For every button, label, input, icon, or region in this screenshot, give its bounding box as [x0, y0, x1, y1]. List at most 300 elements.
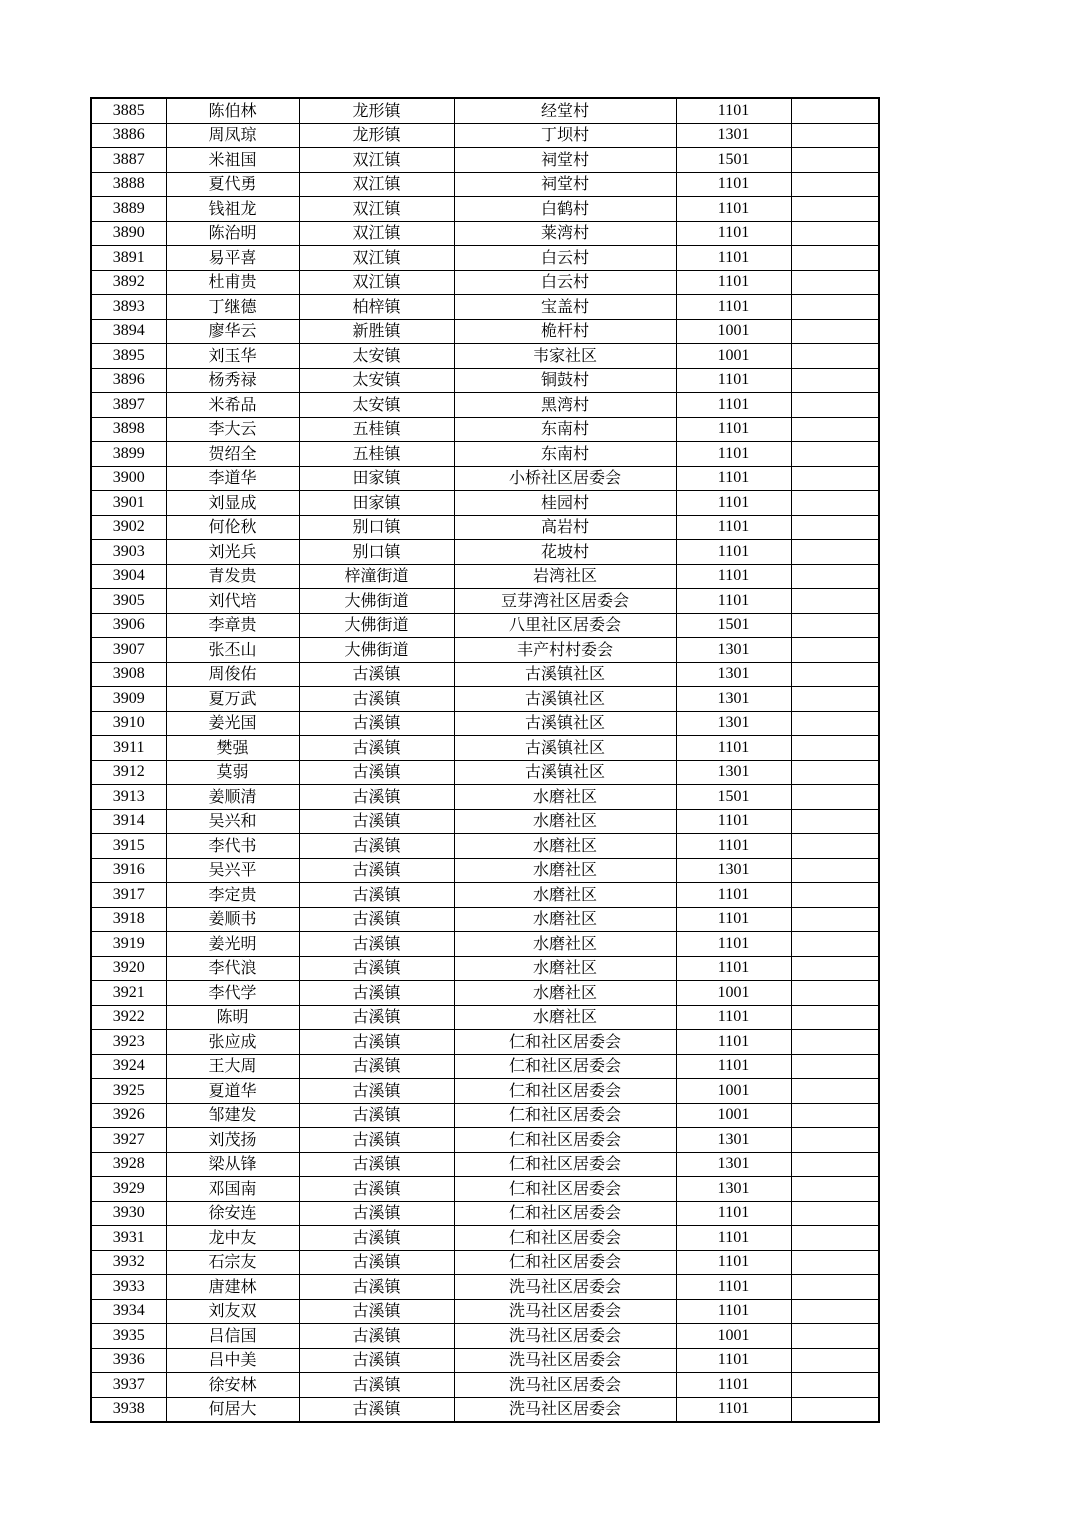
cell-code: 1101: [676, 491, 791, 516]
cell-village: 水磨社区: [454, 834, 676, 859]
cell-code: 1101: [676, 956, 791, 981]
cell-code: 1101: [676, 564, 791, 589]
table-row: [91, 295, 879, 320]
cell-town: 古溪镇: [299, 1250, 454, 1275]
cell-note: [791, 491, 879, 516]
cell-code: 1301: [676, 858, 791, 883]
cell-code: 1101: [676, 834, 791, 859]
table-row: [91, 319, 879, 344]
cell-name: 莫弱: [166, 760, 299, 785]
cell-name: 徐安林: [166, 1373, 299, 1398]
cell-village: 洗马社区居委会: [454, 1324, 676, 1349]
cell-id: 3923: [91, 1030, 166, 1055]
cell-id: 3910: [91, 711, 166, 736]
cell-id: 3887: [91, 148, 166, 173]
cell-id: 3920: [91, 956, 166, 981]
cell-code: 1001: [676, 1324, 791, 1349]
cell-town: 双江镇: [299, 172, 454, 197]
cell-code: 1301: [676, 1177, 791, 1202]
cell-id: 3916: [91, 858, 166, 883]
cell-town: 古溪镇: [299, 1079, 454, 1104]
cell-town: 双江镇: [299, 246, 454, 271]
table-row: [91, 981, 879, 1006]
cell-town: 古溪镇: [299, 1324, 454, 1349]
cell-id: 3888: [91, 172, 166, 197]
table-row: [91, 123, 879, 148]
cell-id: 3898: [91, 417, 166, 442]
table-row: [91, 1299, 879, 1324]
cell-note: [791, 1226, 879, 1251]
cell-village: 仁和社区居委会: [454, 1201, 676, 1226]
cell-id: 3889: [91, 197, 166, 222]
cell-code: 1101: [676, 270, 791, 295]
table-row: [91, 393, 879, 418]
cell-code: 1101: [676, 246, 791, 271]
cell-town: 梓潼街道: [299, 564, 454, 589]
table-row: [91, 1103, 879, 1128]
cell-note: [791, 589, 879, 614]
cell-name: 贺绍全: [166, 442, 299, 467]
cell-town: 双江镇: [299, 197, 454, 222]
cell-town: 五桂镇: [299, 442, 454, 467]
cell-note: [791, 834, 879, 859]
cell-town: 大佛街道: [299, 589, 454, 614]
cell-name: 刘代培: [166, 589, 299, 614]
cell-note: [791, 270, 879, 295]
cell-id: 3897: [91, 393, 166, 418]
cell-id: 3936: [91, 1348, 166, 1373]
cell-name: 李大云: [166, 417, 299, 442]
cell-town: 田家镇: [299, 491, 454, 516]
cell-id: 3913: [91, 785, 166, 810]
cell-name: 何伦秋: [166, 515, 299, 540]
cell-town: 古溪镇: [299, 760, 454, 785]
cell-note: [791, 564, 879, 589]
cell-village: 东南村: [454, 417, 676, 442]
cell-code: 1101: [676, 589, 791, 614]
cell-note: [791, 1054, 879, 1079]
cell-town: 古溪镇: [299, 785, 454, 810]
cell-note: [791, 540, 879, 565]
cell-village: 韦家社区: [454, 344, 676, 369]
table-row: [91, 1030, 879, 1055]
cell-village: 岩湾社区: [454, 564, 676, 589]
table-row: [91, 197, 879, 222]
cell-name: 陈伯林: [166, 98, 299, 123]
cell-name: 青发贵: [166, 564, 299, 589]
cell-note: [791, 368, 879, 393]
cell-code: 1101: [676, 1226, 791, 1251]
cell-town: 古溪镇: [299, 1103, 454, 1128]
cell-note: [791, 1177, 879, 1202]
table-row: [91, 442, 879, 467]
table-row: [91, 491, 879, 516]
table-row: [91, 932, 879, 957]
cell-village: 黑湾村: [454, 393, 676, 418]
cell-name: 李章贵: [166, 613, 299, 638]
cell-name: 廖华云: [166, 319, 299, 344]
table-row: [91, 834, 879, 859]
table-row: [91, 344, 879, 369]
table-row: [91, 1324, 879, 1349]
table-row: [91, 760, 879, 785]
cell-note: [791, 981, 879, 1006]
cell-note: [791, 662, 879, 687]
cell-code: 1301: [676, 687, 791, 712]
cell-id: 3906: [91, 613, 166, 638]
cell-id: 3903: [91, 540, 166, 565]
cell-note: [791, 1397, 879, 1422]
cell-name: 夏道华: [166, 1079, 299, 1104]
cell-code: 1101: [676, 172, 791, 197]
cell-name: 樊强: [166, 736, 299, 761]
cell-village: 水磨社区: [454, 981, 676, 1006]
cell-note: [791, 736, 879, 761]
cell-name: 吕中美: [166, 1348, 299, 1373]
cell-note: [791, 809, 879, 834]
cell-code: 1301: [676, 711, 791, 736]
table-row: [91, 148, 879, 173]
cell-name: 唐建林: [166, 1275, 299, 1300]
cell-name: 陈明: [166, 1005, 299, 1030]
cell-name: 杨秀禄: [166, 368, 299, 393]
table-row: [91, 1397, 879, 1422]
cell-town: 古溪镇: [299, 1275, 454, 1300]
cell-note: [791, 1299, 879, 1324]
cell-note: [791, 1005, 879, 1030]
cell-village: 八里社区居委会: [454, 613, 676, 638]
cell-town: 古溪镇: [299, 1226, 454, 1251]
cell-village: 桅杆村: [454, 319, 676, 344]
cell-town: 田家镇: [299, 466, 454, 491]
cell-village: 古溪镇社区: [454, 662, 676, 687]
cell-name: 李代书: [166, 834, 299, 859]
cell-village: 仁和社区居委会: [454, 1152, 676, 1177]
cell-note: [791, 1348, 879, 1373]
cell-code: 1101: [676, 932, 791, 957]
cell-town: 柏梓镇: [299, 295, 454, 320]
cell-name: 陈治明: [166, 221, 299, 246]
cell-id: 3927: [91, 1128, 166, 1153]
cell-code: 1301: [676, 1128, 791, 1153]
cell-town: 古溪镇: [299, 687, 454, 712]
cell-code: 1501: [676, 148, 791, 173]
cell-code: 1001: [676, 319, 791, 344]
cell-village: 祠堂村: [454, 172, 676, 197]
cell-town: 古溪镇: [299, 883, 454, 908]
cell-village: 豆芽湾社区居委会: [454, 589, 676, 614]
cell-name: 何居大: [166, 1397, 299, 1422]
cell-code: 1101: [676, 393, 791, 418]
cell-name: 石宗友: [166, 1250, 299, 1275]
cell-village: 古溪镇社区: [454, 760, 676, 785]
cell-village: 洗马社区居委会: [454, 1275, 676, 1300]
cell-note: [791, 1103, 879, 1128]
cell-village: 古溪镇社区: [454, 711, 676, 736]
table-row: [91, 613, 879, 638]
cell-town: 别口镇: [299, 540, 454, 565]
cell-code: 1101: [676, 1348, 791, 1373]
cell-note: [791, 1250, 879, 1275]
cell-note: [791, 123, 879, 148]
cell-note: [791, 295, 879, 320]
cell-village: 洗马社区居委会: [454, 1299, 676, 1324]
cell-id: 3932: [91, 1250, 166, 1275]
cell-note: [791, 1201, 879, 1226]
cell-id: 3915: [91, 834, 166, 859]
cell-note: [791, 956, 879, 981]
cell-id: 3917: [91, 883, 166, 908]
cell-code: 1101: [676, 197, 791, 222]
table-row: [91, 809, 879, 834]
cell-name: 刘茂扬: [166, 1128, 299, 1153]
table-row: [91, 515, 879, 540]
cell-name: 邹建发: [166, 1103, 299, 1128]
cell-note: [791, 442, 879, 467]
cell-code: 1301: [676, 638, 791, 663]
cell-code: 1101: [676, 907, 791, 932]
cell-name: 刘光兵: [166, 540, 299, 565]
table-row: [91, 466, 879, 491]
cell-village: 仁和社区居委会: [454, 1079, 676, 1104]
table-row: [91, 1226, 879, 1251]
cell-note: [791, 197, 879, 222]
cell-village: 古溪镇社区: [454, 687, 676, 712]
cell-note: [791, 98, 879, 123]
table-row: [91, 1079, 879, 1104]
cell-note: [791, 246, 879, 271]
cell-note: [791, 393, 879, 418]
cell-id: 3918: [91, 907, 166, 932]
cell-name: 张丕山: [166, 638, 299, 663]
cell-code: 1101: [676, 295, 791, 320]
cell-note: [791, 148, 879, 173]
cell-name: 周俊佑: [166, 662, 299, 687]
cell-id: 3895: [91, 344, 166, 369]
table-row: [91, 1275, 879, 1300]
cell-town: 五桂镇: [299, 417, 454, 442]
cell-name: 周凤琼: [166, 123, 299, 148]
cell-code: 1101: [676, 466, 791, 491]
cell-village: 铜鼓村: [454, 368, 676, 393]
cell-village: 仁和社区居委会: [454, 1128, 676, 1153]
table-row: [91, 246, 879, 271]
cell-id: 3896: [91, 368, 166, 393]
cell-name: 李代浪: [166, 956, 299, 981]
cell-name: 刘玉华: [166, 344, 299, 369]
cell-code: 1001: [676, 1103, 791, 1128]
cell-id: 3931: [91, 1226, 166, 1251]
cell-id: 3928: [91, 1152, 166, 1177]
cell-note: [791, 687, 879, 712]
cell-id: 3938: [91, 1397, 166, 1422]
cell-town: 古溪镇: [299, 981, 454, 1006]
cell-id: 3902: [91, 515, 166, 540]
cell-town: 大佛街道: [299, 613, 454, 638]
table-body: [91, 98, 879, 1422]
cell-village: 水磨社区: [454, 956, 676, 981]
cell-village: 洗马社区居委会: [454, 1397, 676, 1422]
cell-town: 双江镇: [299, 221, 454, 246]
cell-town: 古溪镇: [299, 711, 454, 736]
cell-code: 1501: [676, 785, 791, 810]
cell-village: 仁和社区居委会: [454, 1030, 676, 1055]
data-table: [90, 97, 880, 1423]
cell-village: 丁坝村: [454, 123, 676, 148]
cell-id: 3925: [91, 1079, 166, 1104]
table-row: [91, 1373, 879, 1398]
cell-code: 1101: [676, 883, 791, 908]
cell-village: 桂园村: [454, 491, 676, 516]
cell-name: 徐安连: [166, 1201, 299, 1226]
cell-name: 张应成: [166, 1030, 299, 1055]
cell-town: 古溪镇: [299, 1152, 454, 1177]
cell-village: 丰产村村委会: [454, 638, 676, 663]
cell-town: 古溪镇: [299, 1373, 454, 1398]
table-row: [91, 172, 879, 197]
cell-note: [791, 1275, 879, 1300]
cell-town: 太安镇: [299, 393, 454, 418]
cell-name: 米祖国: [166, 148, 299, 173]
cell-code: 1101: [676, 1054, 791, 1079]
cell-note: [791, 172, 879, 197]
cell-village: 洗马社区居委会: [454, 1348, 676, 1373]
cell-id: 3900: [91, 466, 166, 491]
cell-note: [791, 638, 879, 663]
cell-id: 3909: [91, 687, 166, 712]
cell-name: 吴兴平: [166, 858, 299, 883]
cell-village: 高岩村: [454, 515, 676, 540]
cell-id: 3922: [91, 1005, 166, 1030]
cell-name: 刘显成: [166, 491, 299, 516]
cell-code: 1101: [676, 515, 791, 540]
table-row: [91, 956, 879, 981]
cell-village: 小桥社区居委会: [454, 466, 676, 491]
cell-town: 古溪镇: [299, 736, 454, 761]
cell-town: 古溪镇: [299, 1348, 454, 1373]
cell-village: 白云村: [454, 246, 676, 271]
table-row: [91, 858, 879, 883]
table-row: [91, 711, 879, 736]
cell-id: 3904: [91, 564, 166, 589]
cell-id: 3934: [91, 1299, 166, 1324]
cell-code: 1101: [676, 1299, 791, 1324]
cell-code: 1001: [676, 344, 791, 369]
cell-code: 1101: [676, 221, 791, 246]
table-row: [91, 736, 879, 761]
cell-id: 3921: [91, 981, 166, 1006]
cell-name: 李代学: [166, 981, 299, 1006]
cell-id: 3914: [91, 809, 166, 834]
cell-code: 1301: [676, 1152, 791, 1177]
cell-name: 吴兴和: [166, 809, 299, 834]
cell-id: 3907: [91, 638, 166, 663]
cell-town: 古溪镇: [299, 1054, 454, 1079]
cell-name: 夏代勇: [166, 172, 299, 197]
cell-note: [791, 785, 879, 810]
cell-village: 莱湾村: [454, 221, 676, 246]
cell-town: 古溪镇: [299, 1030, 454, 1055]
cell-code: 1301: [676, 760, 791, 785]
cell-village: 白鹤村: [454, 197, 676, 222]
cell-village: 东南村: [454, 442, 676, 467]
cell-village: 宝盖村: [454, 295, 676, 320]
table-row: [91, 907, 879, 932]
cell-id: 3894: [91, 319, 166, 344]
cell-code: 1101: [676, 98, 791, 123]
cell-town: 古溪镇: [299, 1128, 454, 1153]
cell-id: 3929: [91, 1177, 166, 1202]
table-row: [91, 662, 879, 687]
cell-id: 3905: [91, 589, 166, 614]
cell-village: 水磨社区: [454, 809, 676, 834]
cell-note: [791, 344, 879, 369]
cell-code: 1101: [676, 540, 791, 565]
cell-village: 水磨社区: [454, 907, 676, 932]
cell-name: 易平喜: [166, 246, 299, 271]
cell-code: 1101: [676, 809, 791, 834]
cell-name: 姜顺书: [166, 907, 299, 932]
cell-village: 仁和社区居委会: [454, 1250, 676, 1275]
table-row: [91, 540, 879, 565]
cell-village: 仁和社区居委会: [454, 1103, 676, 1128]
cell-note: [791, 711, 879, 736]
cell-id: 3893: [91, 295, 166, 320]
cell-village: 花坡村: [454, 540, 676, 565]
cell-id: 3935: [91, 1324, 166, 1349]
cell-name: 吕信国: [166, 1324, 299, 1349]
cell-town: 古溪镇: [299, 1201, 454, 1226]
cell-note: [791, 1324, 879, 1349]
cell-note: [791, 858, 879, 883]
cell-note: [791, 1030, 879, 1055]
cell-name: 姜光明: [166, 932, 299, 957]
cell-code: 1101: [676, 1373, 791, 1398]
cell-note: [791, 883, 879, 908]
cell-name: 王大周: [166, 1054, 299, 1079]
cell-id: 3930: [91, 1201, 166, 1226]
cell-code: 1101: [676, 1201, 791, 1226]
cell-name: 夏万武: [166, 687, 299, 712]
cell-id: 3886: [91, 123, 166, 148]
cell-id: 3885: [91, 98, 166, 123]
table-row: [91, 1128, 879, 1153]
cell-town: 古溪镇: [299, 809, 454, 834]
cell-code: 1501: [676, 613, 791, 638]
cell-id: 3899: [91, 442, 166, 467]
cell-village: 白云村: [454, 270, 676, 295]
cell-id: 3924: [91, 1054, 166, 1079]
cell-village: 水磨社区: [454, 932, 676, 957]
table-row: [91, 417, 879, 442]
cell-name: 龙中友: [166, 1226, 299, 1251]
table-row: [91, 785, 879, 810]
cell-town: 古溪镇: [299, 907, 454, 932]
cell-village: 仁和社区居委会: [454, 1054, 676, 1079]
cell-id: 3937: [91, 1373, 166, 1398]
cell-code: 1101: [676, 1005, 791, 1030]
cell-village: 水磨社区: [454, 858, 676, 883]
table-row: [91, 221, 879, 246]
cell-town: 太安镇: [299, 368, 454, 393]
cell-town: 古溪镇: [299, 834, 454, 859]
cell-name: 刘友双: [166, 1299, 299, 1324]
table-row: [91, 564, 879, 589]
cell-note: [791, 319, 879, 344]
cell-note: [791, 613, 879, 638]
cell-town: 古溪镇: [299, 1299, 454, 1324]
cell-town: 古溪镇: [299, 1177, 454, 1202]
